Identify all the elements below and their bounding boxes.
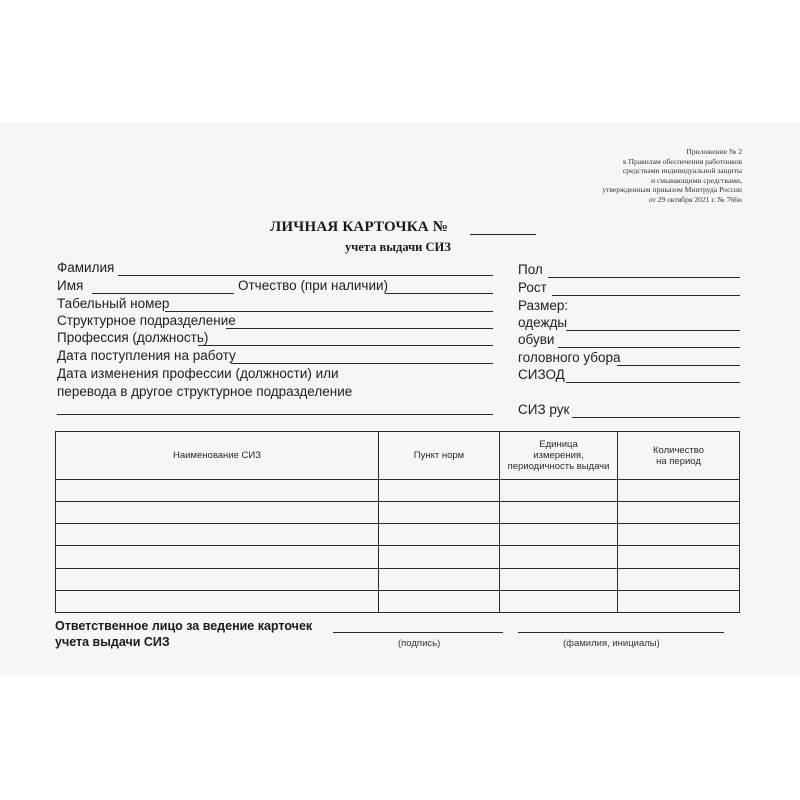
responsible-label: Ответственное лицо за ведение карточек bbox=[55, 619, 313, 633]
table-cell[interactable] bbox=[500, 502, 618, 524]
headwear-size-field[interactable] bbox=[617, 365, 740, 366]
shoes-size-label: обуви bbox=[518, 332, 555, 347]
full-name-field[interactable] bbox=[518, 632, 724, 633]
table-row bbox=[56, 590, 740, 612]
col-header-qty-line: на период bbox=[656, 455, 701, 467]
change-date-label-2: перевода в другое структурное подразделение bbox=[57, 384, 353, 399]
appendix-line: от 29 октября 2021 г. № 766н bbox=[648, 194, 742, 204]
card-title: ЛИЧНАЯ КАРТОЧКА № bbox=[270, 219, 449, 235]
size-label: Размер: bbox=[518, 298, 569, 313]
hire-date-label: Дата поступления на работу bbox=[57, 348, 236, 363]
col-header-norm: Пункт норм bbox=[379, 432, 500, 480]
table-row bbox=[56, 546, 740, 568]
hire-date-field[interactable] bbox=[231, 363, 493, 364]
table-cell[interactable] bbox=[379, 590, 500, 612]
name-label: Имя bbox=[57, 278, 84, 293]
table-cell[interactable] bbox=[618, 502, 740, 524]
sex-field[interactable] bbox=[548, 277, 740, 278]
table-cell[interactable] bbox=[500, 546, 618, 568]
table-cell[interactable] bbox=[379, 480, 500, 502]
col-header-unit-line: измерения, bbox=[533, 450, 584, 461]
appendix-line: средствами индивидуальной защиты bbox=[622, 166, 742, 176]
change-date-label: Дата изменения профессии (должности) или bbox=[57, 366, 339, 381]
table-cell[interactable] bbox=[56, 524, 379, 546]
sex-label: Пол bbox=[518, 262, 543, 277]
table-cell[interactable] bbox=[618, 590, 740, 612]
table-cell[interactable] bbox=[56, 568, 379, 590]
table-cell[interactable] bbox=[500, 524, 618, 546]
table-cell[interactable] bbox=[56, 502, 379, 524]
appendix-line: Приложение № 2 bbox=[686, 147, 742, 156]
height-field[interactable] bbox=[552, 295, 740, 296]
profession-field[interactable] bbox=[198, 345, 493, 346]
appendix-line: к Правилам обеспечения работников bbox=[622, 156, 742, 166]
table-cell[interactable] bbox=[618, 480, 740, 502]
sizod-field[interactable] bbox=[566, 382, 740, 383]
patronymic-field[interactable] bbox=[385, 293, 493, 294]
clothes-size-field[interactable] bbox=[566, 330, 740, 331]
gloves-label: СИЗ рук bbox=[518, 402, 570, 417]
table-row bbox=[56, 502, 740, 524]
tab-number-label: Табельный номер bbox=[57, 296, 170, 311]
gloves-field[interactable] bbox=[572, 417, 740, 418]
full-name-hint: (фамилия, инициалы) bbox=[563, 638, 660, 649]
surname-field[interactable] bbox=[118, 275, 493, 276]
patronymic-label: Отчество (при наличии) bbox=[238, 278, 389, 293]
table-cell[interactable] bbox=[379, 524, 500, 546]
table-cell[interactable] bbox=[56, 546, 379, 568]
profession-label: Профессия (должность) bbox=[57, 330, 209, 345]
table-cell[interactable] bbox=[500, 480, 618, 502]
col-header-unit-line: Единица bbox=[539, 439, 578, 450]
shoes-size-field[interactable] bbox=[558, 347, 740, 348]
card-subtitle: учета выдачи СИЗ bbox=[345, 240, 451, 254]
table-cell[interactable] bbox=[56, 590, 379, 612]
signature-field[interactable] bbox=[333, 632, 503, 633]
table-cell[interactable] bbox=[618, 568, 740, 590]
table-cell[interactable] bbox=[500, 590, 618, 612]
tab-number-field[interactable] bbox=[165, 311, 493, 312]
table-cell[interactable] bbox=[379, 568, 500, 590]
height-label: Рост bbox=[518, 280, 547, 295]
change-date-field[interactable] bbox=[57, 414, 493, 415]
department-field[interactable] bbox=[226, 328, 493, 329]
signature-hint: (подпись) bbox=[398, 638, 441, 649]
table-cell[interactable] bbox=[500, 568, 618, 590]
table-row bbox=[56, 524, 740, 546]
card-number-field[interactable] bbox=[470, 234, 536, 235]
table-row bbox=[56, 480, 740, 502]
appendix-note bbox=[602, 147, 742, 205]
surname-label: Фамилия bbox=[57, 260, 115, 275]
appendix-line: утвержденным приказом Минтруда России bbox=[602, 185, 742, 195]
table-cell[interactable] bbox=[379, 546, 500, 568]
col-header-qty-line: Количество bbox=[652, 444, 705, 456]
col-header-unit bbox=[500, 432, 618, 480]
appendix-line: и смывающими средствами, bbox=[650, 175, 742, 185]
table-cell[interactable] bbox=[379, 502, 500, 524]
responsible-label-2: учета выдачи СИЗ bbox=[55, 635, 170, 649]
table-header-row bbox=[56, 432, 740, 480]
table-row bbox=[56, 568, 740, 590]
issue-table bbox=[55, 431, 740, 613]
table-cell[interactable] bbox=[56, 480, 379, 502]
name-field[interactable] bbox=[92, 293, 234, 294]
table-cell[interactable] bbox=[618, 546, 740, 568]
department-label: Структурное подразделение bbox=[57, 313, 236, 328]
clothes-size-label: одежды bbox=[518, 315, 568, 330]
col-header-qty bbox=[618, 432, 740, 480]
col-header-name: Наименование СИЗ bbox=[56, 432, 379, 480]
headwear-size-label: головного убора bbox=[518, 350, 621, 365]
sizod-label: СИЗОД bbox=[518, 367, 565, 382]
table-cell[interactable] bbox=[618, 524, 740, 546]
col-header-unit-line: периодичность выдачи bbox=[507, 461, 610, 472]
